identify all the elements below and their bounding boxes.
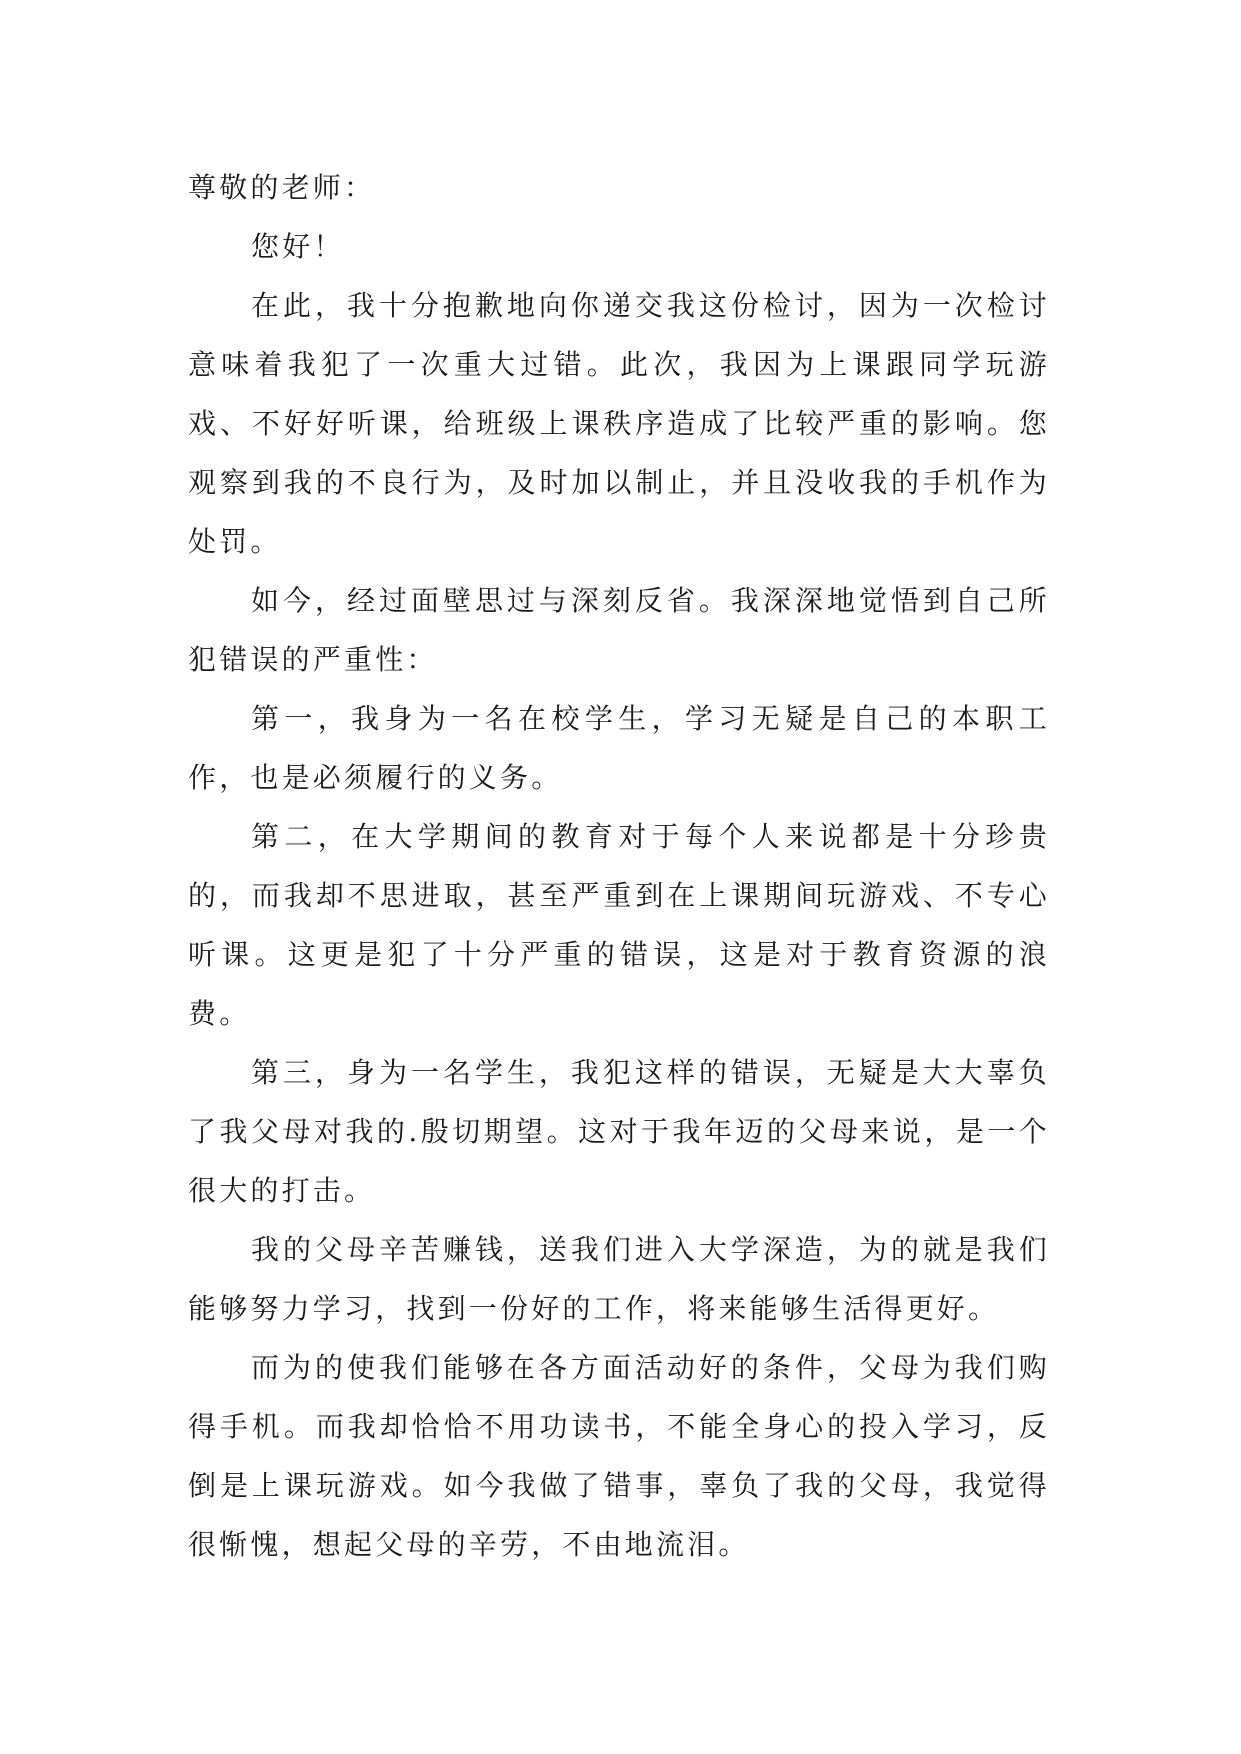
paragraph-greeting: 您好！ — [251, 230, 345, 263]
paragraph-reflection: 如今，经过面壁思过与深刻反省。我深深地觉悟到自己所犯错误的严重性： — [188, 584, 1050, 676]
paragraph-point-two: 第二，在大学期间的教育对于每个人来说都是十分珍贵的，而我却不思进取，甚至严重到在上课期间玩游戏、不专心听课。这更是犯了十分严重的错误，这是对于教育资源的浪费。 — [188, 820, 1050, 1030]
paragraph-apology: 在此，我十分抱歉地向你递交我这份检讨，因为一次检讨意味着我犯了一次重大过错。此次，我因为上课跟同学玩游戏、不好好听课，给班级上课秩序造成了比较严重的影响。您观察到我的不良行为，及时加以制止，并且没收我的手机作为处罚。 — [188, 289, 1050, 558]
paragraph-remorse: 而为的使我们能够在各方面活动好的条件，父母为我们购得手机。而我却恰恰不用功读书，不能全身心的投入学习，反倒是上课玩游戏。如今我做了错事，辜负了我的父母，我觉得很惭愧，想起父母的辛劳，不由地流泪。 — [188, 1351, 1050, 1561]
letter-salutation: 尊敬的老师： — [188, 171, 376, 204]
paragraph-parents-effort: 我的父母辛苦赚钱，送我们进入大学深造，为的就是我们能够努力学习，找到一份好的工作，将来能够生活得更好。 — [188, 1233, 1050, 1325]
paragraph-point-one: 第一，我身为一名在校学生，学习无疑是自己的本职工作，也是必须履行的义务。 — [188, 702, 1050, 794]
paragraph-point-three: 第三，身为一名学生，我犯这样的错误，无疑是大大辜负了我父母对我的.殷切期望。这对于我年迈的父母来说，是一个很大的打击。 — [188, 1056, 1050, 1207]
letter-body — [188, 158, 1050, 1574]
